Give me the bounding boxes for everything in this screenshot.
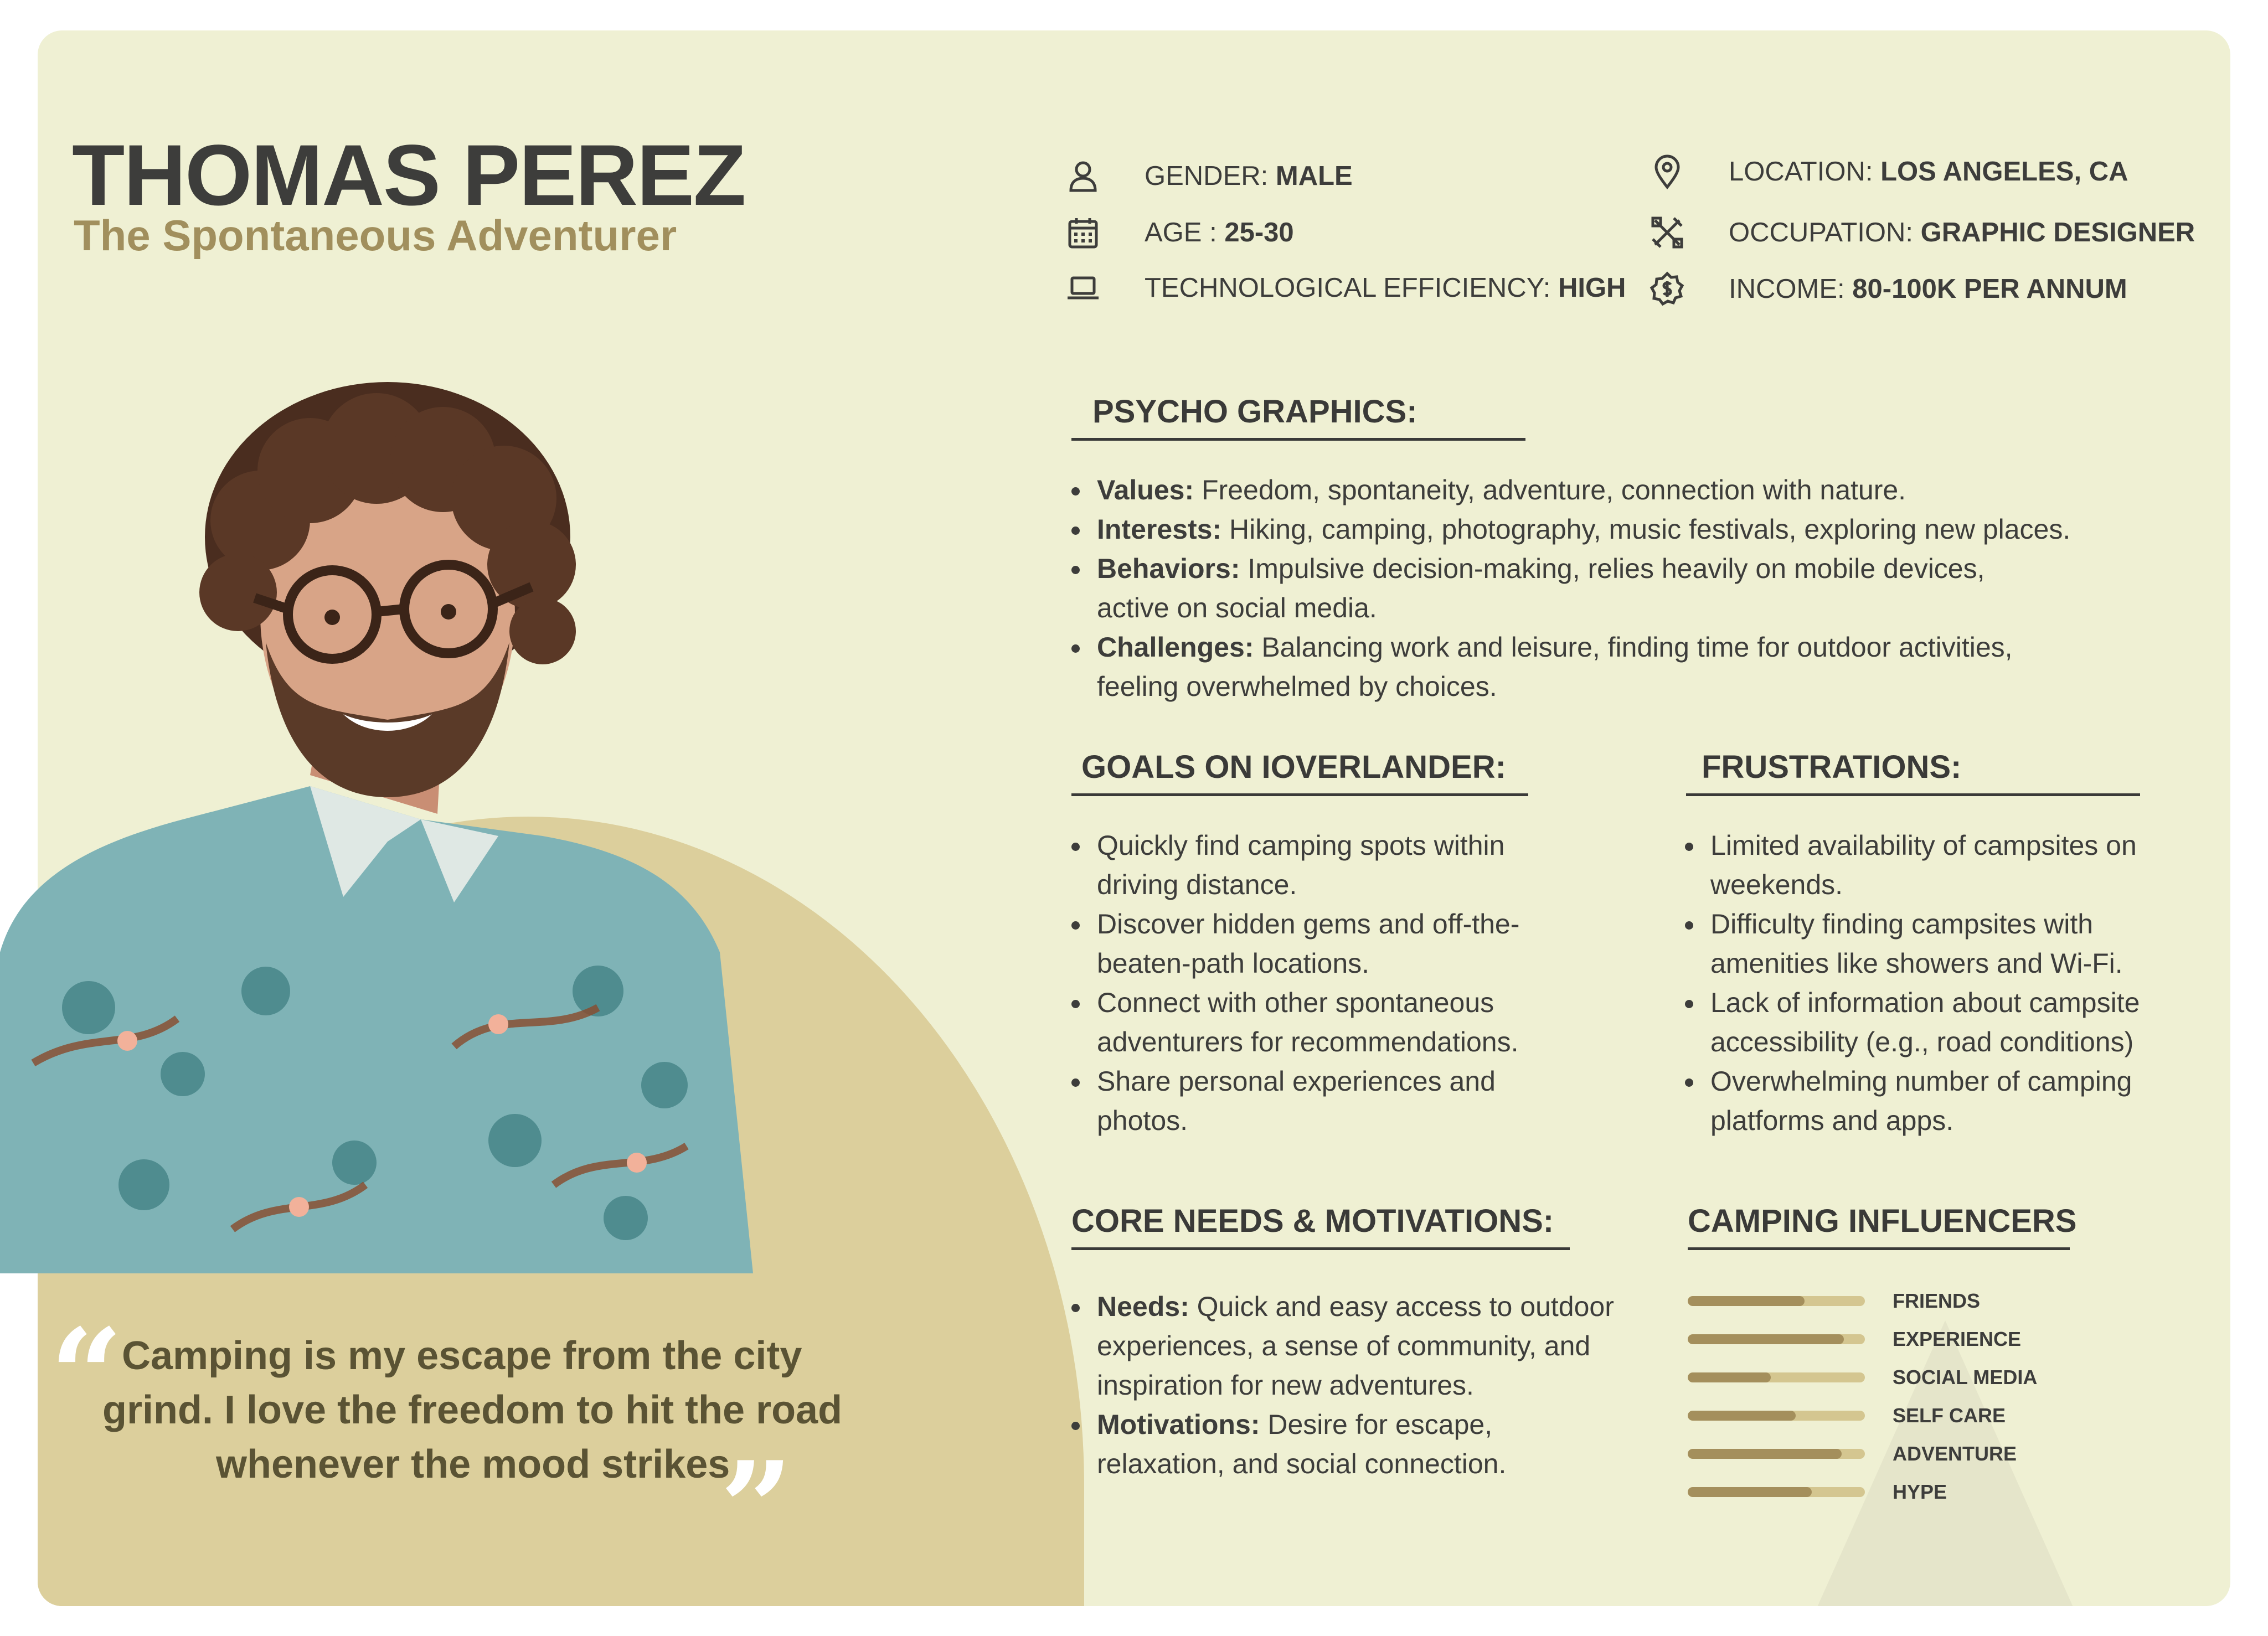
influencer-bar [1688, 1296, 1805, 1306]
quote-open-icon: “ [50, 1301, 123, 1451]
list-item: Behaviors: Impulsive decision-making, relies heavily on mobile devices, active on social media. [1067, 549, 2064, 628]
influencer-label: SOCIAL MEDIA [1893, 1366, 2038, 1389]
location-pin-icon [1647, 152, 1687, 192]
tech-row [1063, 266, 1626, 310]
income-label: INCOME: [1729, 274, 1845, 304]
influencer-row [1688, 1323, 2021, 1356]
list-item: Challenges: Balancing work and leisure, finding time for outdoor activities, feeling overwhelmed by choices. [1067, 628, 2036, 706]
quote-line: grind. I love the freedom to hit the road [102, 1388, 843, 1432]
person-icon [1063, 156, 1103, 196]
tech-label: TECHNOLOGICAL EFFICIENCY: [1145, 273, 1551, 303]
age-row [1063, 210, 1294, 255]
list-item: Motivations: Desire for escape, relaxation, and social connection. [1067, 1405, 1565, 1484]
calendar-icon [1063, 213, 1103, 252]
quote-line: Camping is my escape from the city [122, 1334, 802, 1378]
influencer-row [1688, 1284, 1980, 1318]
list-item: Values: Freedom, spontaneity, adventure, connection with nature. [1067, 471, 2097, 510]
list-item: Lack of information about campsite accessibility (e.g., road conditions) [1681, 983, 2168, 1062]
influencer-label: EXPERIENCE [1893, 1328, 2022, 1350]
goals-title: GOALS ON IOVERLANDER: [1071, 749, 1528, 796]
influencer-bar [1688, 1372, 1771, 1382]
income-row [1647, 267, 2127, 311]
influencers-title: CAMPING INFLUENCERS [1688, 1203, 2070, 1250]
influencer-label: HYPE [1893, 1480, 1947, 1503]
influencer-label: FRIENDS [1893, 1289, 1981, 1312]
tech-value: HIGH [1558, 273, 1626, 303]
psychographics-title: PSYCHO GRAPHICS: [1071, 393, 1525, 441]
gender-row [1063, 154, 1353, 198]
influencer-bar [1688, 1334, 1844, 1344]
influencer-label: SELF CARE [1893, 1404, 2006, 1427]
location-value: LOS ANGELES, CA [1880, 157, 2128, 187]
list-item: Share personal experiences and photos. [1067, 1062, 1554, 1140]
influencer-bar-track [1688, 1449, 1865, 1459]
occupation-label: OCCUPATION: [1729, 218, 1914, 247]
age-value: 25-30 [1224, 218, 1294, 247]
gender-value: MALE [1275, 161, 1353, 191]
persona-name: THOMAS PEREZ [72, 127, 745, 224]
quote-close-icon: ” [720, 1434, 793, 1583]
money-badge-icon [1647, 269, 1687, 309]
quote-line: whenever the mood strikes [216, 1442, 730, 1487]
frustrations-list [1681, 826, 2168, 1140]
gender-label: GENDER: [1145, 161, 1269, 191]
occupation-row [1647, 210, 2195, 255]
psychographics-list [1067, 471, 2097, 706]
design-tools-icon [1647, 213, 1687, 252]
influencer-bar [1688, 1449, 1842, 1459]
income-value: 80-100K PER ANNUM [1852, 274, 2127, 304]
list-item: Quickly find camping spots within driving distance. [1067, 826, 1554, 905]
persona-quote [50, 1301, 853, 1583]
persona-photo [0, 354, 831, 1273]
influencer-row [1688, 1437, 2017, 1470]
influencer-bar-track [1688, 1487, 1865, 1497]
list-item: Needs: Quick and easy access to outdoor experiences, a sense of community, and inspiration for new adventures. [1067, 1287, 1621, 1405]
list-item: Overwhelming number of camping platforms and apps. [1681, 1062, 2168, 1140]
list-item: Connect with other spontaneous adventurers for recommendations. [1067, 983, 1554, 1062]
persona-tagline: The Spontaneous Adventurer [74, 211, 677, 260]
needs-title: CORE NEEDS & MOTIVATIONS: [1071, 1203, 1570, 1250]
influencer-row [1688, 1399, 2006, 1432]
goals-list [1067, 826, 1554, 1140]
location-label: LOCATION: [1729, 157, 1873, 187]
influencer-bar [1688, 1411, 1796, 1421]
influencer-row [1688, 1361, 2037, 1394]
list-item: Difficulty finding campsites with amenities like showers and Wi-Fi. [1681, 905, 2168, 983]
influencer-label: ADVENTURE [1893, 1442, 2017, 1465]
needs-list [1067, 1287, 1621, 1484]
influencer-bar-track [1688, 1296, 1865, 1306]
age-label: AGE : [1145, 218, 1217, 247]
influencer-bar-track [1688, 1411, 1865, 1421]
occupation-value: GRAPHIC DESIGNER [1920, 218, 2195, 247]
influencer-row [1688, 1475, 1947, 1509]
list-item: Interests: Hiking, camping, photography, music festivals, exploring new places. [1067, 510, 2097, 549]
influencer-bar-track [1688, 1372, 1865, 1382]
list-item: Limited availability of campsites on weekends. [1681, 826, 2168, 905]
frustrations-title: FRUSTRATIONS: [1686, 749, 2140, 796]
list-item: Discover hidden gems and off-the-beaten-path locations. [1067, 905, 1554, 983]
laptop-icon [1063, 268, 1103, 308]
influencer-bar-track [1688, 1334, 1865, 1344]
influencer-bar [1688, 1487, 1812, 1497]
location-row [1647, 149, 2128, 194]
